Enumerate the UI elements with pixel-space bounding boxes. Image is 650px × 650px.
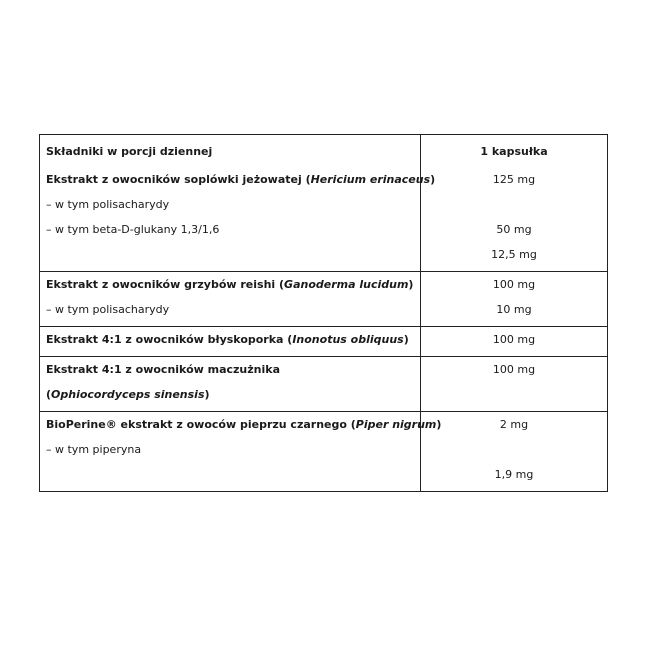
amount-value: 12,5 mg (491, 248, 537, 261)
ingredient-text-suffix: ) (403, 333, 409, 346)
table-row (40, 411, 607, 491)
amount-cell (421, 272, 607, 326)
latin-name: Ophiocordyceps sinensis (51, 388, 205, 401)
amount-cell (421, 327, 607, 356)
table-row (40, 356, 607, 411)
ingredient-name (46, 357, 414, 382)
ingredient-text: – w tym polisacharydy (46, 198, 170, 211)
amount-spacer (427, 437, 601, 462)
latin-name: Ganoderma lucidum (284, 278, 409, 291)
ingredient-name-cell (40, 167, 436, 271)
ingredient-text: ( (46, 388, 52, 401)
ingredient-text-suffix: ) (430, 173, 436, 186)
ingredient-text: Ekstrakt 4:1 z owocników maczużnika (46, 363, 281, 376)
ingredient-text-suffix: ) (204, 388, 210, 401)
ingredient-subitem (46, 437, 414, 462)
latin-name: Piper nigrum (355, 418, 437, 431)
amount-value: 1,9 mg (494, 468, 534, 481)
table-row (40, 326, 607, 356)
amount-value: 100 mg (492, 363, 536, 376)
ingredient-text: – w tym piperyna (46, 443, 142, 456)
ingredient-subitem (46, 297, 414, 322)
ingredient-text: Ekstrakt z owocników grzybów reishi ( (46, 278, 285, 291)
amount-value: 50 mg (496, 223, 532, 236)
amount-cell (421, 167, 607, 271)
ingredients-table (39, 134, 608, 492)
amount-cell (421, 412, 607, 491)
ingredient-text: – w tym beta-D-glukany 1,3/1,6 (46, 223, 220, 236)
table-row (40, 271, 607, 326)
amount-value: 100 mg (492, 278, 536, 291)
ingredient-name-cell (40, 327, 421, 356)
amount-spacer (427, 192, 601, 217)
amount-cell (421, 357, 607, 411)
amount-value: 2 mg (499, 418, 529, 431)
ingredient-name (46, 272, 414, 297)
ingredient-text: Ekstrakt z owocników soplówki jeżowatej ( (46, 173, 311, 186)
ingredient-name-cell (40, 412, 442, 491)
ingredient-text-suffix: ) (436, 418, 442, 431)
ingredient-subitem (46, 192, 414, 217)
table-body (40, 167, 607, 491)
ingredient-text: BioPerine® ekstrakt z owoców pieprzu czarnego ( (46, 418, 356, 431)
ingredient-text: – w tym polisacharydy (46, 303, 170, 316)
latin-name: Hericium erinaceus (310, 173, 431, 186)
ingredient-text-suffix: ) (408, 278, 414, 291)
ingredient-name-cell (40, 272, 421, 326)
amount-value: 10 mg (496, 303, 532, 316)
amount-value: 100 mg (492, 333, 536, 346)
latin-name: Inonotus obliquus (292, 333, 404, 346)
ingredient-text: Ekstrakt 4:1 z owocników błyskoporka ( (46, 333, 293, 346)
header-ingredients: Składniki w porcji dziennej (40, 135, 421, 167)
ingredient-name (46, 412, 442, 437)
amount-value: 125 mg (492, 173, 536, 186)
ingredient-name (46, 167, 436, 192)
ingredient-name (46, 327, 414, 352)
ingredient-subitem (46, 217, 414, 242)
table-row (40, 167, 607, 271)
ingredient-name-cell (40, 357, 421, 411)
ingredient-name (46, 382, 414, 407)
table-header-row (40, 135, 607, 167)
header-amount: 1 kapsułka (480, 144, 548, 158)
